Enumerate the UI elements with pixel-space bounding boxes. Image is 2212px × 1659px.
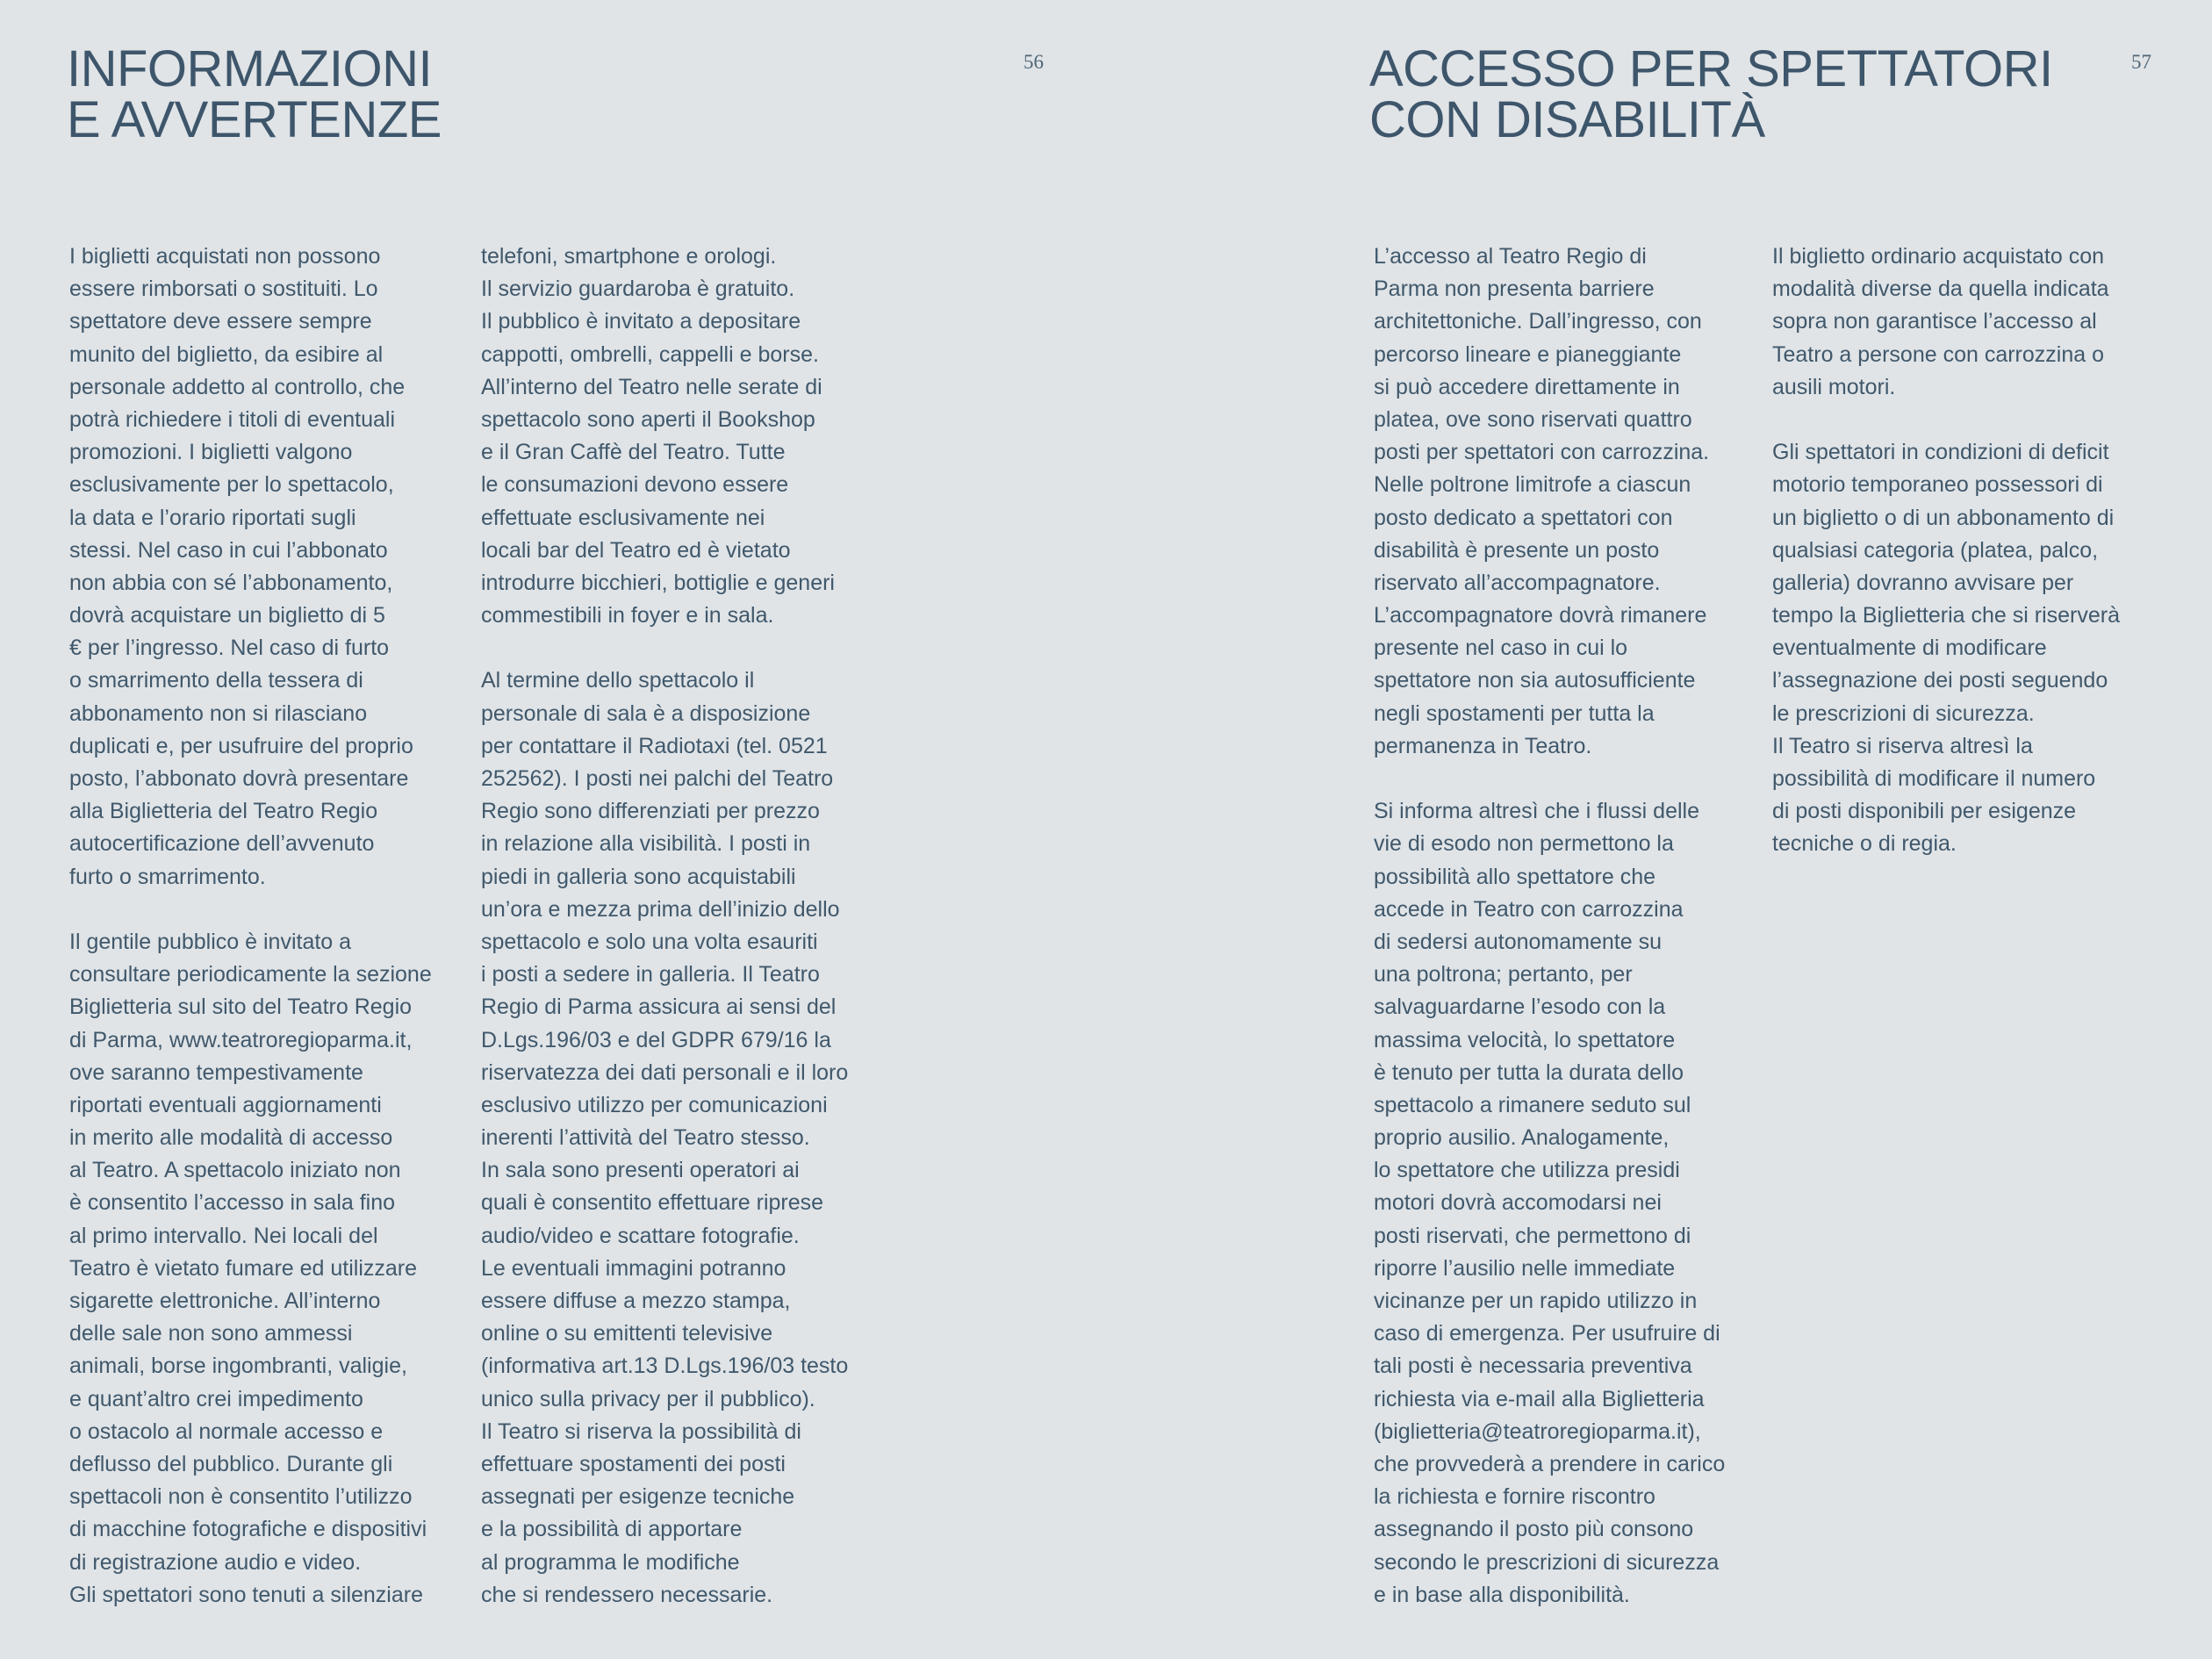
text-line: modalità diverse da quella indicata: [1772, 276, 2109, 302]
text-line: in relazione alla visibilità. I posti in: [481, 831, 811, 857]
text-line: inerenti l’attività del Teatro stesso.: [481, 1125, 810, 1151]
text-line: al Teatro. A spettacolo iniziato non: [69, 1158, 401, 1183]
text-line: commestibili in foyer e in sala.: [481, 603, 774, 628]
text-line: esclusivo utilizzo per comunicazioni: [481, 1092, 828, 1117]
text-line: piedi in galleria sono acquistabili: [481, 864, 796, 889]
text-line: le prescrizioni di sicurezza.: [1772, 700, 2035, 726]
paragraph-gap: [1772, 404, 2120, 436]
text-line: essere diffuse a mezzo stampa,: [481, 1289, 791, 1313]
text-line: locali bar del Teatro ed è vietato: [481, 537, 791, 563]
text-line: Il biglietto ordinario acquistato con: [1772, 244, 2105, 269]
text-line: ove saranno tempestivamente: [69, 1059, 363, 1085]
text-line: possibilità di modificare il numero: [1772, 766, 2096, 791]
text-line: posto dedicato a spettatori con: [1374, 505, 1673, 530]
text-line: assegnando il posto più consono: [1374, 1517, 1694, 1542]
text-line: ausili motori.: [1772, 374, 1896, 399]
text-line: Nelle poltrone limitrofe a ciascun: [1374, 472, 1691, 498]
text-line: Parma non presenta barriere: [1374, 276, 1655, 302]
text-line: personale addetto al controllo, che: [69, 374, 406, 399]
title-line: CON DISABILITÀ: [1369, 91, 1765, 148]
text-line: accede in Teatro con carrozzina: [1374, 896, 1684, 922]
text-line: € per l’ingresso. Nel caso di furto: [69, 636, 390, 661]
text-line: Le eventuali immagini potranno: [481, 1255, 786, 1281]
text-line: di registrazione audio e video.: [69, 1549, 362, 1575]
text-line: munito del biglietto, da esibire al: [69, 341, 384, 367]
text-line: Il gentile pubblico è invitato a: [69, 929, 352, 954]
text-line: delle sale non sono ammessi: [69, 1321, 353, 1347]
text-line: e quant’altro crei impedimento: [69, 1386, 363, 1411]
text-line: sigarette elettroniche. All’interno: [69, 1289, 381, 1313]
text-line: è tenuto per tutta la durata dello: [1374, 1059, 1684, 1085]
text-line: (informativa art.13 D.Lgs.196/03 testo: [481, 1354, 849, 1379]
text-line: posto, l’abbonato dovrà presentare: [69, 766, 409, 791]
text-line: riporre l’ausilio nelle immediate: [1374, 1255, 1676, 1281]
text-line: Gli spettatori in condizioni di deficit: [1772, 440, 2109, 465]
text-line: motori dovrà accomodarsi nei: [1374, 1190, 1662, 1216]
text-line: percorso lineare e pianeggiante: [1374, 341, 1682, 367]
text-line: o smarrimento della tessera di: [69, 668, 363, 693]
text-line: duplicati e, per usufruire del proprio: [69, 733, 413, 758]
text-line: Teatro a persone con carrozzina o: [1772, 341, 2104, 367]
text-line: furto o smarrimento.: [69, 864, 266, 889]
text-line: L’accompagnatore dovrà rimanere: [1374, 603, 1707, 628]
text-line: vicinanze per un rapido utilizzo in: [1374, 1289, 1698, 1313]
text-line: e il Gran Caffè del Teatro. Tutte: [481, 440, 786, 465]
text-line: animali, borse ingombranti, valigie,: [69, 1354, 407, 1379]
text-line: non abbia con sé l’abbonamento,: [69, 570, 393, 595]
text-line: Gli spettatori sono tenuti a silenziare: [69, 1582, 423, 1607]
text-line: la richiesta e fornire riscontro: [1374, 1484, 1655, 1510]
text-line: potrà richiedere i titoli di eventuali: [69, 406, 396, 432]
text-line: i posti a sedere in galleria. Il Teatro: [481, 962, 820, 988]
text-line: una poltrona; pertanto, per: [1374, 962, 1633, 988]
text-line: effettuare spostamenti dei posti: [481, 1451, 786, 1476]
text-line: qualsiasi categoria (platea, palco,: [1772, 537, 2099, 563]
text-column-right-1: [1374, 241, 1725, 1612]
text-line: spettacolo sono aperti il Bookshop: [481, 406, 815, 432]
text-line: spettatore non sia autosufficiente: [1374, 668, 1696, 693]
text-line: le consumazioni devono essere: [481, 472, 789, 498]
text-line: alla Biglietteria del Teatro Regio: [69, 799, 378, 824]
text-line: platea, ove sono riservati quattro: [1374, 406, 1692, 432]
text-line: Il servizio guardaroba è gratuito.: [481, 276, 795, 302]
text-line: massima velocità, lo spettatore: [1374, 1027, 1676, 1052]
paragraph-gap: [69, 894, 432, 926]
text-line: Al termine dello spettacolo il: [481, 668, 755, 693]
text-line: consultare periodicamente la sezione: [69, 962, 432, 988]
text-line: personale di sala è a disposizione: [481, 700, 811, 726]
text-line: riservatezza dei dati personali e il loro: [481, 1059, 849, 1085]
text-line: Regio sono differenziati per prezzo: [481, 799, 820, 824]
text-line: riservato all’accompagnatore.: [1374, 570, 1661, 595]
text-line: Il Teatro si riserva altresì la: [1772, 733, 2033, 758]
text-line: cappotti, ombrelli, cappelli e borse.: [481, 341, 819, 367]
text-line: di macchine fotografiche e dispositivi: [69, 1517, 427, 1542]
text-line: Teatro è vietato fumare ed utilizzare: [69, 1255, 418, 1281]
text-line: un’ora e mezza prima dell’inizio dello: [481, 896, 840, 922]
text-line: spettacolo e solo una volta esauriti: [481, 929, 818, 954]
text-line: secondo le prescrizioni di sicurezza: [1374, 1549, 1720, 1575]
text-line: motorio temporaneo possessori di: [1772, 472, 2103, 498]
text-line: essere rimborsati o sostituiti. Lo: [69, 276, 378, 302]
text-line: spettatore deve essere sempre: [69, 309, 372, 334]
text-line: I biglietti acquistati non possono: [69, 244, 381, 269]
text-line: posti riservati, che permettono di: [1374, 1223, 1691, 1248]
page-number: 56: [1023, 51, 1044, 73]
text-column-right-2: [1772, 241, 2120, 861]
text-line: esclusivamente per lo spettacolo,: [69, 472, 394, 498]
text-line: possibilità allo spettatore che: [1374, 864, 1656, 889]
text-line: vie di esodo non permettono la: [1374, 831, 1674, 857]
text-line: posti per spettatori con carrozzina.: [1374, 440, 1710, 465]
page-number: 57: [2131, 51, 2151, 73]
page-title-accesso-disabilita: [1369, 40, 2053, 148]
text-line: telefoni, smartphone e orologi.: [481, 244, 777, 269]
text-line: Biglietteria sul sito del Teatro Regio: [69, 995, 413, 1020]
text-line: disabilità è presente un posto: [1374, 537, 1660, 563]
text-line: richiesta via e-mail alla Biglietteria: [1374, 1386, 1705, 1411]
text-line: spettacolo a rimanere seduto sul: [1374, 1092, 1691, 1117]
text-line: lo spettatore che utilizza presidi: [1374, 1158, 1680, 1183]
text-line: e in base alla disponibilità.: [1374, 1582, 1630, 1607]
title-line: INFORMAZIONI: [67, 40, 433, 97]
text-line: 252562). I posti nei palchi del Teatro: [481, 766, 834, 791]
text-line: salvaguardarne l’esodo con la: [1374, 995, 1666, 1020]
text-line: negli spostamenti per tutta la: [1374, 700, 1655, 726]
text-line: spettacoli non è consentito l’utilizzo: [69, 1484, 413, 1510]
text-line: D.Lgs.196/03 e del GDPR 679/16 la: [481, 1027, 831, 1052]
text-line: tecniche o di regia.: [1772, 831, 1957, 857]
text-column-left-1: [69, 241, 432, 1612]
text-line: Regio di Parma assicura ai sensi del: [481, 995, 837, 1020]
text-line: effettuate esclusivamente nei: [481, 505, 765, 530]
text-line: un biglietto o di un abbonamento di: [1772, 505, 2115, 530]
text-line: eventualmente di modificare: [1772, 636, 2047, 661]
page-title-informazioni: [67, 40, 442, 148]
text-line: la data e l’orario riportati sugli: [69, 505, 356, 530]
text-column-left-2: [481, 241, 848, 1612]
text-line: Il pubblico è invitato a depositare: [481, 309, 801, 334]
text-line: audio/video e scattare fotografie.: [481, 1223, 800, 1248]
text-line: autocertificazione dell’avvenuto: [69, 831, 375, 857]
text-line: di posti disponibili per esigenze: [1772, 799, 2077, 824]
text-line: unico sulla privacy per il pubblico).: [481, 1386, 815, 1411]
text-line: che si rendessero necessarie.: [481, 1582, 773, 1607]
text-line: permanenza in Teatro.: [1374, 733, 1592, 758]
text-line: (biglietteria@teatroregioparma.it),: [1374, 1418, 1701, 1444]
text-line: introdurre bicchieri, bottiglie e generi: [481, 570, 835, 595]
text-line: tali posti è necessaria preventiva: [1374, 1354, 1692, 1379]
text-line: al primo intervallo. Nei locali del: [69, 1223, 378, 1248]
text-line: In sala sono presenti operatori ai: [481, 1158, 800, 1183]
text-line: online o su emittenti televisive: [481, 1321, 773, 1347]
text-line: sopra non garantisce l’accesso al: [1772, 309, 2097, 334]
text-line: assegnati per esigenze tecniche: [481, 1484, 795, 1510]
text-line: riportati eventuali aggiornamenti: [69, 1092, 382, 1117]
text-line: quali è consentito effettuare riprese: [481, 1190, 824, 1216]
text-line: o ostacolo al normale accesso e: [69, 1418, 384, 1444]
text-line: al programma le modifiche: [481, 1549, 740, 1575]
text-line: L’accesso al Teatro Regio di: [1374, 244, 1647, 269]
text-line: Si informa altresì che i flussi delle: [1374, 799, 1699, 824]
text-line: architettoniche. Dall’ingresso, con: [1374, 309, 1702, 334]
paragraph-gap: [481, 632, 848, 664]
text-line: che provvederà a prendere in carico: [1374, 1451, 1726, 1476]
paragraph-gap: [1374, 763, 1725, 795]
text-line: deflusso del pubblico. Durante gli: [69, 1451, 393, 1476]
title-line: E AVVERTENZE: [67, 91, 442, 148]
text-line: stessi. Nel caso in cui l’abbonato: [69, 537, 388, 563]
text-line: promozioni. I biglietti valgono: [69, 440, 353, 465]
text-line: Il Teatro si riserva la possibilità di: [481, 1418, 801, 1444]
text-line: è consentito l’accesso in sala fino: [69, 1190, 396, 1216]
text-line: l’assegnazione dei posti seguendo: [1772, 668, 2108, 693]
right-page: [1106, 0, 2212, 1659]
text-line: in merito alle modalità di accesso: [69, 1125, 393, 1151]
text-line: abbonamento non si rilasciano: [69, 700, 368, 726]
title-line: ACCESSO PER SPETTATORI: [1369, 40, 2053, 97]
text-line: si può accedere direttamente in: [1374, 374, 1680, 399]
text-line: caso di emergenza. Per usufruire di: [1374, 1321, 1720, 1347]
text-line: proprio ausilio. Analogamente,: [1374, 1125, 1670, 1151]
text-line: All’interno del Teatro nelle serate di: [481, 374, 822, 399]
text-line: dovrà acquistare un biglietto di 5: [69, 603, 385, 628]
text-line: e la possibilità di apportare: [481, 1517, 743, 1542]
text-line: di Parma, www.teatroregioparma.it,: [69, 1027, 413, 1052]
text-line: galleria) dovranno avvisare per: [1772, 570, 2074, 595]
text-line: di sedersi autonomamente su: [1374, 929, 1662, 954]
text-line: presente nel caso in cui lo: [1374, 636, 1628, 661]
text-line: per contattare il Radiotaxi (tel. 0521: [481, 733, 828, 758]
text-line: tempo la Biglietteria che si riserverà: [1772, 603, 2120, 628]
